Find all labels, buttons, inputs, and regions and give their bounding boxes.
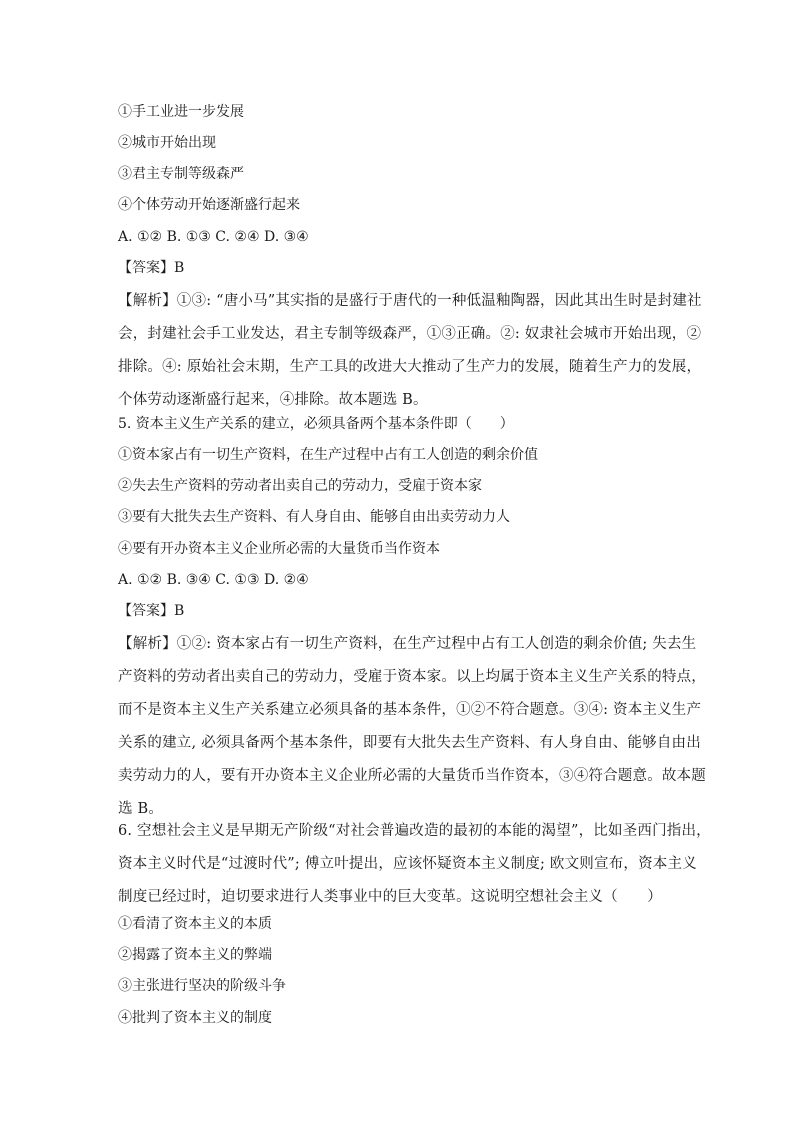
- q5-option-3: ③要有大批失去生产资料、有人身自由、能够自由出卖劳动力人: [118, 509, 510, 525]
- q6-option-2: ②揭露了资本主义的弊端: [118, 947, 272, 963]
- q4-choices: A. ①② B. ①③ C. ②④ D. ③④: [118, 229, 309, 245]
- q4-analysis-line: 【解析】①③: “唐小马”其实指的是盛行于唐代的一种低温釉陶器，因此其出生时是封建社: [118, 293, 702, 309]
- q4-analysis-line: 会，封建社会手工业发达，君主专制等级森严，①③正确。②: 奴隶社会城市开始出现，②: [118, 326, 702, 342]
- q5-analysis-line: 而不是资本主义生产关系建立必须具备的基本条件，①②不符合题意。③④: 资本主义生产: [118, 702, 702, 718]
- q5-option-4: ④要有开办资本主义企业所必需的大量货币当作资本: [118, 541, 440, 557]
- q5-analysis-line: 关系的建立, 必须具备两个基本条件，即要有大批失去生产资料、有人身自由、能够自由出: [118, 735, 701, 751]
- q5-analysis-line: 【解析】①②: 资本家占有一切生产资料，在生产过程中占有工人创造的剩余价值; 失去生: [118, 636, 697, 652]
- q6-stem-line: 6. 空想社会主义是早期无产阶级“对社会普遍改造的最初的本能的渴望”，比如圣西门指出，: [118, 823, 711, 839]
- q5-answer: 【答案】B: [118, 603, 185, 619]
- q5-option-2: ②失去生产资料的劳动者出卖自己的劳动力，受雇于资本家: [118, 478, 482, 494]
- q6-stem: [118, 815, 711, 914]
- q4-analysis-line: 个体劳动逐渐盛行起来，④排除。故本题选 B。: [118, 392, 428, 408]
- q5-analysis-line: 产资料的劳动者出卖自己的劳动力，受雇于资本家。以上均属于资本主义生产关系的特点，: [118, 669, 706, 685]
- q6-stem-line: 制度已经过时，迫切要求进行人类事业中的巨大变革。这说明空想社会主义（ ）: [118, 889, 662, 905]
- q5-choices: A. ①② B. ③④ C. ①③ D. ②④: [118, 572, 309, 588]
- q4-option-2: ②城市开始出现: [118, 135, 216, 151]
- q5-option-1: ①资本家占有一切生产资料，在生产过程中占有工人创造的剩余价值: [118, 447, 538, 463]
- q4-analysis-line: 排除。④: 原始社会末期，生产工具的改进大大推动了生产力的发展，随着生产力的发展，: [118, 359, 702, 375]
- q4-answer: 【答案】B: [118, 260, 185, 276]
- q4-option-4: ④个体劳动开始逐渐盛行起来: [118, 197, 300, 213]
- q4-option-3: ③君主专制等级森严: [118, 166, 244, 182]
- q4-analysis: [118, 285, 702, 417]
- q6-option-3: ③主张进行坚决的阶级斗争: [118, 978, 286, 994]
- q4-option-1: ①手工业进一步发展: [118, 104, 244, 120]
- q6-option-4: ④批判了资本主义的制度: [118, 1010, 272, 1026]
- q6-option-1: ①看清了资本主义的本质: [118, 916, 272, 932]
- q5-analysis-line: 卖劳动力的人，要有开办资本主义企业所必需的大量货币当作资本，③④符合题意。故本题: [118, 768, 706, 784]
- q6-stem-line: 资本主义时代是“过渡时代”; 傅立叶提出，应该怀疑资本主义制度; 欧文则宣布，资本主义: [118, 856, 697, 872]
- q5-stem: 5. 资本主义生产关系的建立，必须具备两个基本条件即（ ）: [118, 416, 514, 432]
- q5-analysis-line: 选 B。: [118, 801, 164, 817]
- q5-analysis: [118, 628, 706, 826]
